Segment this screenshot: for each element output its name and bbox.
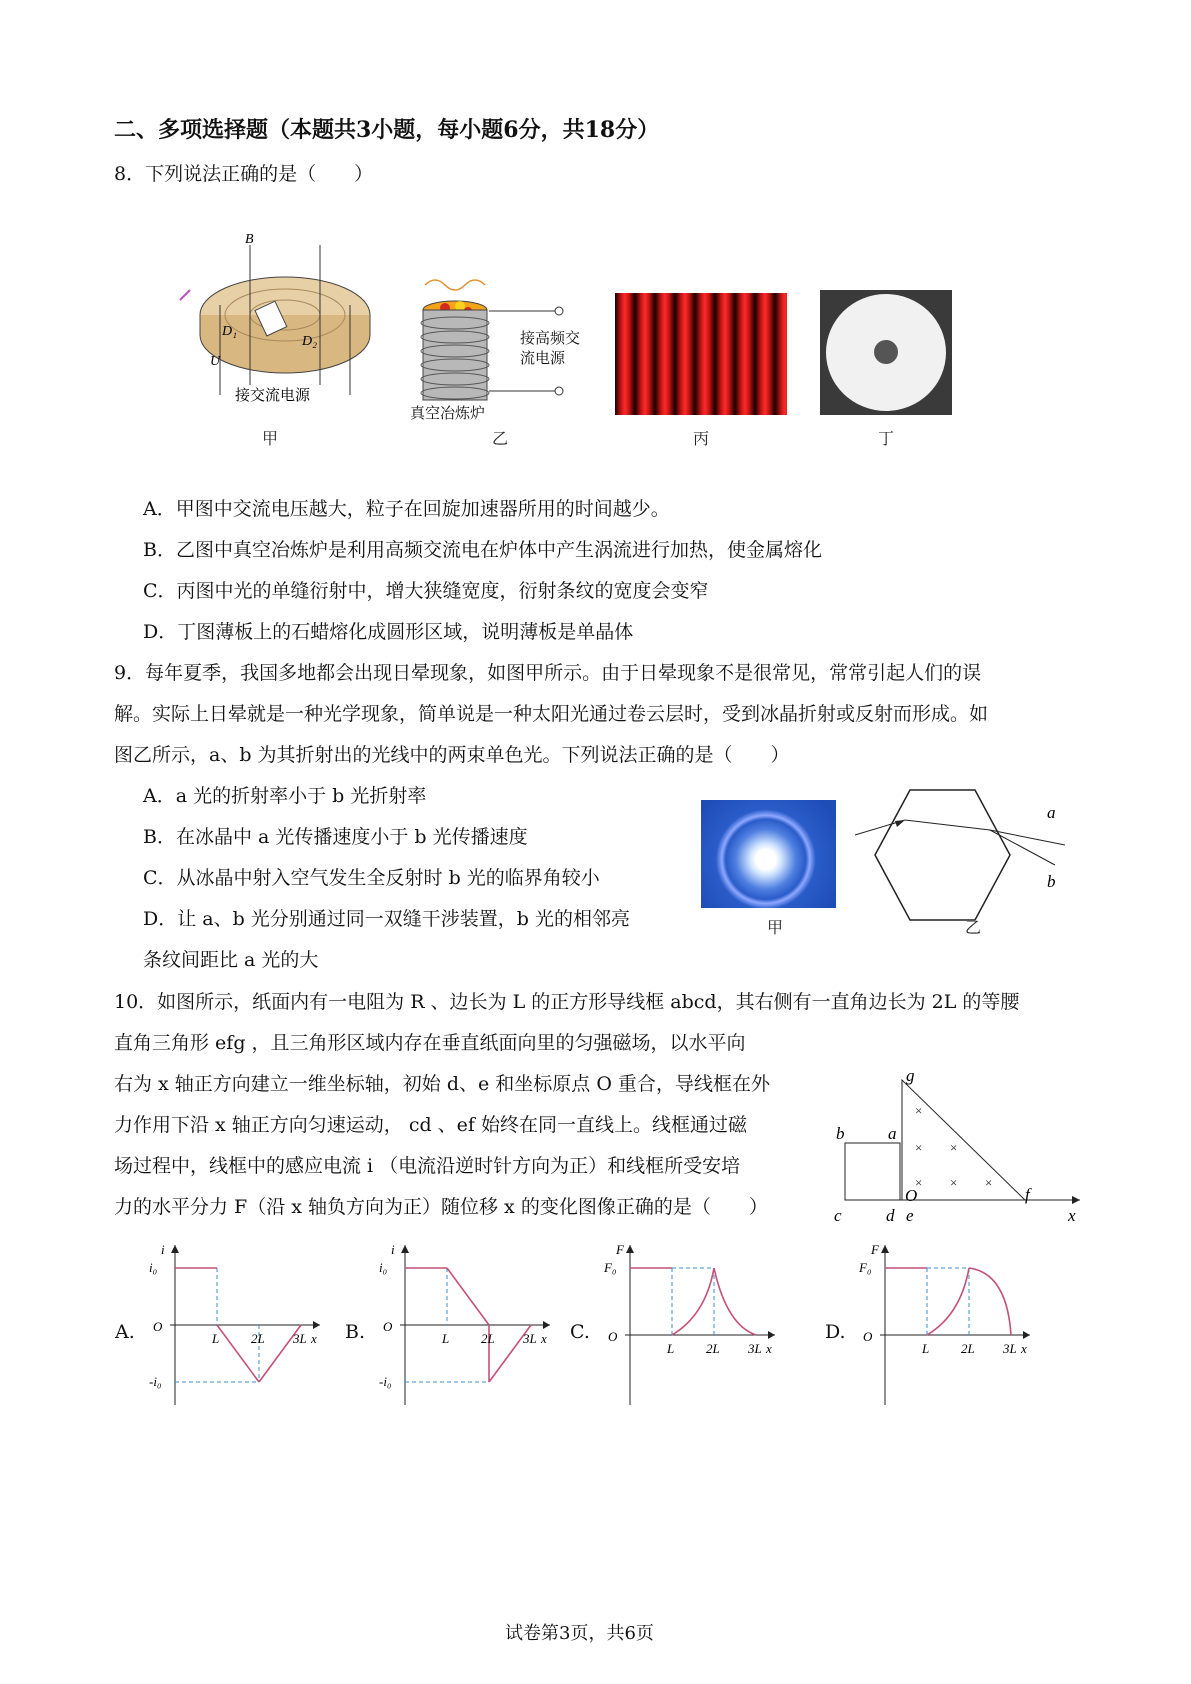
hexagon-figure [850, 785, 1090, 935]
tick-L: L [922, 1341, 930, 1356]
q9-option-d: D．让 a、b 光分别通过同一双缝干涉装置，b 光的相邻亮 [143, 908, 631, 930]
x-arrow [543, 1321, 550, 1329]
choice-a-label[interactable]: A. [115, 1321, 135, 1343]
diffraction-fringes [615, 293, 787, 415]
q10-stem-1: 10．如图所示，纸面内有一电阻为 R 、边长为 L 的正方形导线框 abcd，其右侧有一直角边长为 2L 的等腰 [114, 991, 1020, 1013]
y-arrow [171, 1245, 179, 1253]
q10-stem-3: 右为 x 轴正方向建立一维坐标轴，初始 d、e 和坐标原点 O 重合，导线框在外 [114, 1073, 770, 1095]
y-arrow [401, 1245, 409, 1253]
x-arrow [1023, 1331, 1030, 1339]
svg-text:×: × [915, 1140, 923, 1155]
tick-L2: 2L [481, 1331, 495, 1346]
tick-y: i [161, 1242, 165, 1257]
label-D1: D₁ [222, 324, 237, 339]
tick-O: O [383, 1319, 393, 1334]
tick-y: i [391, 1242, 395, 1257]
label-c: c [834, 1206, 842, 1225]
choice-b-graph [375, 1240, 555, 1410]
tick-L3: 3L [523, 1331, 537, 1346]
choice-c-graph [600, 1240, 780, 1410]
curve-seg2 [447, 1268, 489, 1325]
tick-L3: 3L [293, 1331, 307, 1346]
fig8-bing-name: 丙 [692, 429, 709, 448]
fig8-yi-name: 乙 [491, 429, 508, 448]
y-arrow [881, 1245, 889, 1253]
q9-stem-2: 解。实际上日晕就是一种光学现象，简单说是一种太阳光通过卷云层时，受到冰晶折射或反射而形成。如 [114, 703, 989, 725]
q8-option-d: D．丁图薄板上的石蜡熔化成圆形区域，说明薄板是单晶体 [143, 621, 634, 643]
choice-d-graph [855, 1240, 1035, 1410]
q10-stem-4: 力作用下沿 x 轴正方向匀速运动， cd 、ef 始终在同一直线上。线框通过磁 [114, 1114, 747, 1136]
page-footer: 试卷第3页，共6页 [505, 1623, 654, 1644]
q10-stem-5: 场过程中，线框中的感应电流 i （电流沿逆时针方向为正）和线框所受安培 [114, 1155, 741, 1177]
q9-stem-3: 图乙所示，a、b 为其折射出的光线中的两束单色光。下列说法正确的是（ ） [114, 744, 790, 766]
tick-O: O [153, 1319, 163, 1334]
tick-O: O [608, 1329, 618, 1344]
tick-L2: 2L [251, 1331, 265, 1346]
label-e: e [906, 1206, 914, 1225]
furnace-caption: 真空冶炼炉 [410, 404, 486, 422]
label-U: U [210, 354, 221, 369]
label-f: f [1025, 1185, 1030, 1204]
label-a: a [888, 1124, 897, 1143]
tick-y: F [616, 1242, 624, 1257]
choice-c-label[interactable]: C. [570, 1321, 590, 1343]
tick-L: L [442, 1331, 450, 1346]
tick-x: x [766, 1341, 772, 1356]
tick-top: i₀ [149, 1260, 158, 1275]
curve-rise [927, 1268, 969, 1335]
label-B: B [245, 232, 254, 247]
fig8-ding-name: 丁 [877, 429, 894, 448]
halo-photo [701, 800, 836, 908]
tick-y: F [871, 1242, 879, 1257]
q8-stem: 8．下列说法正确的是（ ） [114, 163, 374, 185]
ray-b-label: b [1047, 872, 1056, 891]
tick-L: L [667, 1341, 675, 1356]
svg-text:×: × [915, 1103, 923, 1118]
label-O: O [905, 1186, 918, 1205]
label-g: g [906, 1066, 915, 1085]
tick-L2: 2L [706, 1341, 720, 1356]
q9-stem-1: 9．每年夏季，我国多地都会出现日晕现象，如图甲所示。由于日晕现象不是很常见，常常引起人们的误 [114, 662, 982, 684]
ray-a-label: a [1047, 803, 1056, 822]
q9-option-b: B．在冰晶中 a 光传播速度小于 b 光传播速度 [143, 826, 528, 848]
q9-fig-jia-name: 甲 [766, 918, 783, 937]
tick-top: i₀ [379, 1260, 388, 1275]
tick-bot: -i₀ [149, 1374, 162, 1389]
section-title: 二、多项选择题（本题共3小题，每小题6分，共18分） [114, 117, 660, 143]
tick-bot: -i₀ [379, 1374, 392, 1389]
curve-fall [714, 1268, 756, 1335]
label-x: x [1068, 1206, 1076, 1225]
furnace-side-label [520, 328, 580, 368]
label-d: d [886, 1206, 895, 1225]
q8-option-c: C．丙图中光的单缝衍射中，增大狭缝宽度，衍射条纹的宽度会变窄 [143, 580, 709, 602]
cyclotron-figure [190, 232, 380, 415]
label-b: b [836, 1124, 845, 1143]
tick-top: F₀ [604, 1260, 617, 1275]
q9-option-a: A．a 光的折射率小于 b 光折射率 [143, 785, 427, 807]
tick-x: x [311, 1331, 317, 1346]
svg-text:×: × [915, 1175, 923, 1190]
q9-fig-yi-name: 乙 [964, 918, 981, 937]
tick-L: L [212, 1331, 220, 1346]
tick-O: O [863, 1329, 873, 1344]
furnace-side-line2: 流电源 [520, 349, 566, 367]
tick-top: F₀ [859, 1260, 872, 1275]
choice-d-label[interactable]: D. [825, 1321, 846, 1343]
choice-b-label[interactable]: B. [345, 1321, 366, 1343]
q10-stem-6: 力的水平分力 F（沿 x 轴负方向为正）随位移 x 的变化图像正确的是（ ） [114, 1196, 768, 1218]
q10-diagram [830, 1065, 1090, 1225]
svg-text:×: × [985, 1175, 993, 1190]
svg-text:×: × [950, 1175, 958, 1190]
curve-rise [672, 1268, 714, 1335]
q9-option-c: C．从冰晶中射入空气发生全反射时 b 光的临界角较小 [143, 867, 600, 889]
cyclotron-caption: 接交流电源 [235, 388, 311, 404]
fig8-jia-name: 甲 [261, 429, 278, 448]
label-D2: D₂ [302, 334, 317, 349]
tick-L3: 3L [748, 1341, 762, 1356]
tick-L3: 3L [1003, 1341, 1017, 1356]
tick-x: x [1021, 1341, 1027, 1356]
furnace-side-line1: 接高频交 [520, 329, 581, 347]
tick-x: x [541, 1331, 547, 1346]
y-arrow [626, 1245, 634, 1253]
q8-option-a: A．甲图中交流电压越大，粒子在回旋加速器所用的时间越少。 [143, 498, 670, 520]
q9-option-d-cont: 条纹间距比 a 光的大 [143, 949, 319, 971]
tick-L2: 2L [961, 1341, 975, 1356]
x-arrow [768, 1331, 775, 1339]
choice-a-graph [145, 1240, 325, 1410]
svg-text:×: × [950, 1140, 958, 1155]
q10-stem-2: 直角三角形 efg ，且三角形区域内存在垂直纸面向里的匀强磁场，以水平向 [114, 1032, 746, 1054]
x-arrow [313, 1321, 320, 1329]
curve-fall [969, 1268, 1011, 1335]
wax-plate [820, 290, 952, 415]
q8-option-b: B．乙图中真空冶炼炉是利用高频交流电在炉体中产生涡流进行加热，使金属熔化 [143, 539, 822, 561]
